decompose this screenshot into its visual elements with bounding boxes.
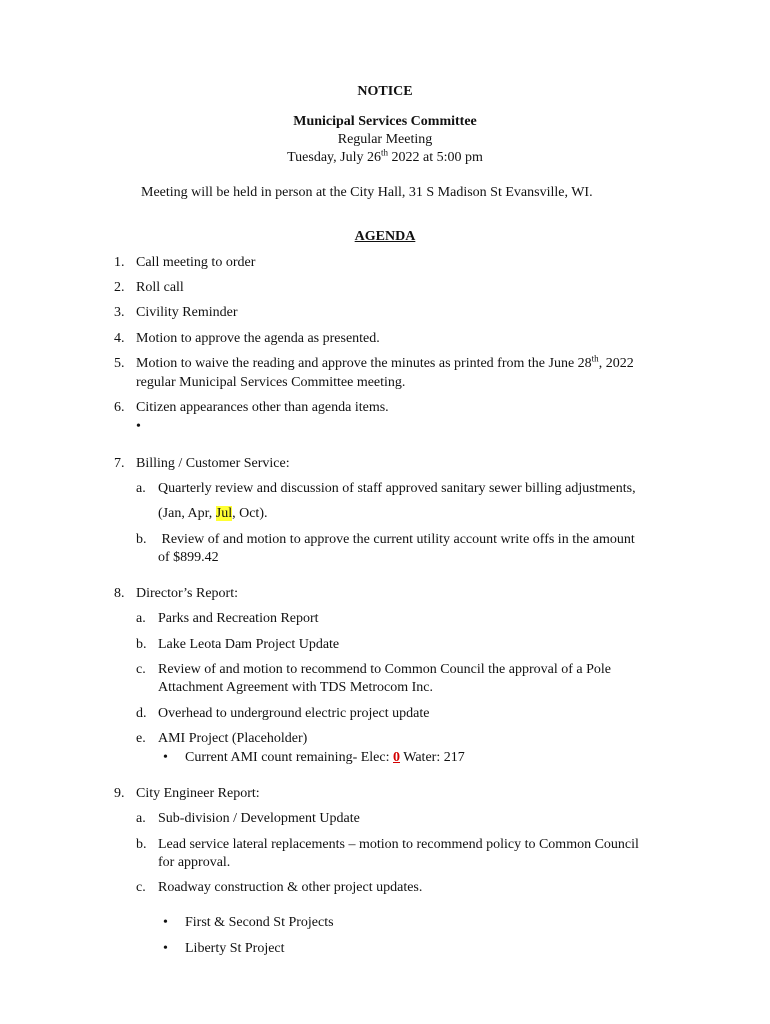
agenda-item-1: 1. Call meeting to order [114,255,256,270]
agenda-item-9a: a. Sub-division / Development Update [136,811,360,826]
agenda-item-7: 7. Billing / Customer Service: [114,456,290,471]
agenda-item-3: 3. Civility Reminder [114,305,238,320]
agenda-item-8d: d. Overhead to underground electric project update [136,706,430,721]
agenda-item-8: 8. Director’s Report: [114,586,238,601]
agenda-item-2: 2. Roll call [114,280,184,295]
agenda-item-9: 9. City Engineer Report: [114,786,260,801]
agenda-item-8b: b. Lake Leota Dam Project Update [136,637,340,652]
agenda-item-8a: a. Parks and Recreation Report [136,611,319,626]
agenda-item-8e: e. AMI Project (Placeholder) [136,731,308,746]
meeting-type: Regular Meeting [337,132,433,147]
agenda-item-5: 5. Motion to waive the reading and approve the minutes as printed from the June 28th, 2022 [114,353,634,371]
ami-count-bullet: •Current AMI count remaining- Elec: 0 Water: 217 [163,749,465,766]
agenda-item-8c: c. Review of and motion to recommend to Common Council the approval of a Pole [136,662,611,677]
agenda-item-7b: b. Review of and motion to approve the current utility account write offs in the amount [136,532,635,547]
meeting-location: Meeting will be held in person at the City Hall, 31 S Madison St Evansville, WI. [141,185,593,200]
notice-heading: NOTICE [357,84,413,99]
agenda-item-5-continued: regular Municipal Services Committee meeting. [136,375,406,390]
agenda-item-9c: c. Roadway construction & other project updates. [136,880,423,895]
agenda-title: AGENDA [354,229,416,244]
agenda-item-7a: a. Quarterly review and discussion of staff approved sanitary sewer billing adjustments, [136,481,636,496]
agenda-item-4: 4. Motion to approve the agenda as presented. [114,331,380,346]
project-bullet-1: •First & Second St Projects [163,914,334,931]
agenda-item-7b-continued: of $899.42 [158,550,219,565]
highlighted-month: Jul [215,506,233,521]
agenda-item-6: 6. Citizen appearances other than agenda items. [114,400,389,415]
agenda-item-9b-continued: for approval. [158,855,231,870]
elec-count: 0 [393,750,400,765]
agenda-item-9b: b. Lead service lateral replacements – motion to recommend policy to Common Council [136,837,639,852]
meeting-date: Tuesday, July 26th 2022 at 5:00 pm [287,147,483,165]
project-bullet-2: •Liberty St Project [163,940,285,957]
empty-bullet [136,418,141,435]
agenda-item-7a-continued: (Jan, Apr, Jul, Oct). [158,506,268,521]
agenda-item-8c-continued: Attachment Agreement with TDS Metrocom Inc. [158,680,434,695]
committee-name: Municipal Services Committee [293,114,477,129]
